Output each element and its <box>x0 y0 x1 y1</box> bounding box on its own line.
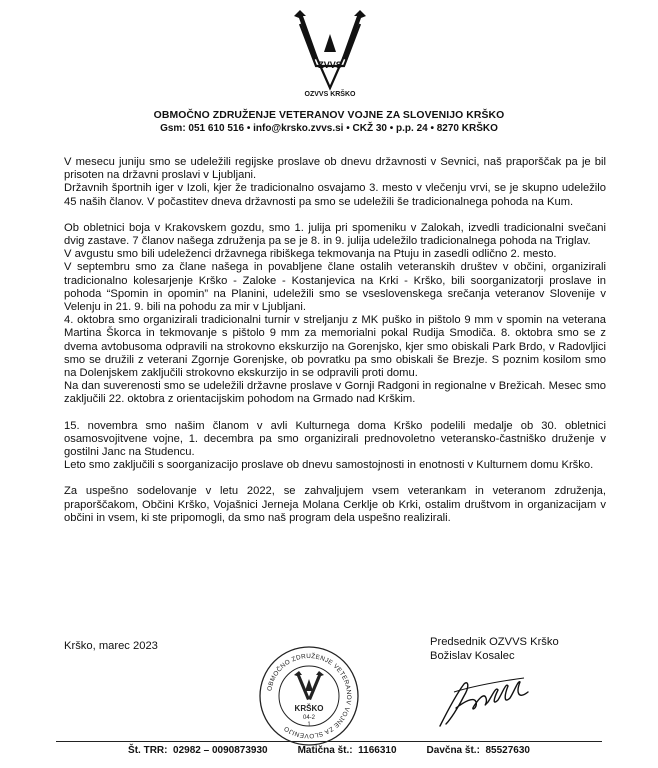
registration-number: Matična št.: 1166310 <box>297 745 397 756</box>
paragraph: Leto smo zaključili s soorganizacijo proslave ob dnevu samostojnosti in enotnosti v Kulturnem domu Krško. <box>64 459 594 472</box>
footer-divider <box>56 741 602 742</box>
stamp-ring-text: OBMOČNO ZDRUŽENJE VETERANOV VOJNE ZA SLOVENIJO <box>266 652 353 740</box>
paragraph: Ob obletnici boja v Krakovskem gozdu, smo 1. julija pri spomeniku v Zalokah, izvedli tradicionalni svečani dvig zastave. 7 članov našega združenja pa se je 8. in 9. julija udeležilo tradicionalnega pohoda na Triglav. <box>64 221 606 248</box>
footer <box>0 745 658 756</box>
paragraph: Na dan suverenosti smo se udeležili državne proslave v Gornji Radgoni in regionalne v Brežicah. Mesec smo zaključili 22. oktobra z orientacijskim pohodom na Grmado nad Krškim. <box>64 380 606 406</box>
paragraph: V mesecu juniju smo se udeležili regijske proslave ob dnevu državnosti v Sevnici, naš praporščak pa je bil prisoten na državni proslavi v Ljubljani. <box>64 156 606 182</box>
signatory-name: Božislav Kosalec <box>430 650 515 662</box>
stamp-city: KRŠKO <box>294 704 324 713</box>
signatory-title: Predsednik OZVVS Krško <box>430 636 559 648</box>
stamp-number: 04-2 <box>302 715 316 721</box>
paragraph: V septembru smo za člane našega in povabljene člane ostalih veteranskih društev v občini, organizirali tradicionalno kolesarjenje Krško - Zaloke - Kostanjevica na Krki - Krško, bili soorganizatorji proslave in pohoda “Spomin in opomin” na Planini, udeležili smo se vseslovenskega srečanja veteranov Slovenije v Velenju in 21. 9. bili na pohodu za mir v Ljubljani. <box>64 261 606 314</box>
paragraph: 4. oktobra smo organizirali tradicionalni turnir v streljanju z MK puško in pištolo 9 mm v spomin na veterana Martina Škorca in tekmovanje s pištolo 9 mm za memorialni pokal Rudija Smodiča. 8. oktobra smo se z dvema avtobusoma odpravili na strokovno ekskurzijo na Gorenjsko, kjer smo obiskali Park Brdo, v Radovljici smo se družili z veterani Zgornje Gorenjske, ob povratku pa smo obiskali še Brezje. S poznim kosilom smo na Dolenjskem zaključili strokovno ekskurzijo in se odpravili proti domu. <box>64 314 606 380</box>
logo-caption: OZVVS KRŠKO <box>304 91 356 98</box>
official-stamp <box>258 645 360 747</box>
organization-contact: Gsm: 051 610 516 • info@krsko.zvvs.si • CKŽ 30 • p.p. 24 • 8270 KRŠKO <box>160 123 498 134</box>
paragraph: Državnih športnih iger v Izoli, kjer že tradicionalno osvajamo 3. mesto v vlečenju vrvi, se je skupno udeležilo 45 naših članov. V počastitev dneva državnosti pa smo se udeležili še tradicionalnega pohoda na Kum. <box>64 182 606 208</box>
logo-text: ZVVS <box>318 60 342 70</box>
letter-body <box>64 156 606 525</box>
organization-name: OBMOČNO ZDRUŽENJE VETERANOV VOJNE ZA SLOVENIJO KRŠKO <box>153 110 505 121</box>
stamp-index: 1 <box>307 722 311 728</box>
paragraph: Za uspešno sodelovanje v letu 2022, se zahvaljujem vsem veterankam in veteranom združenja, praporščakom, Občini Krško, Vojašnici Jerneja Molana Cerklje ob Krki, ostalim društvom in organizacijam v občini in vsem, ki ste pripomogli, da smo naš program dela uspešno realizirali. <box>64 485 606 524</box>
paragraph: V avgustu smo bili udeleženci državnega ribiškega tekmovanja na Ptuju in zasedli odlično 2. mesto. <box>64 248 557 261</box>
place-date: Krško, marec 2023 <box>64 640 158 652</box>
bank-account: Št. TRR: 02982 – 0090873930 <box>128 745 268 756</box>
tax-number: Davčna št.: 85527630 <box>426 745 530 756</box>
paragraph: 15. novembra smo našim članom v avli Kulturnega doma Krško podelili medalje ob 30. obletnici osamosvojitvene vojne, 1. decembra pa smo organizirali prednovoletno veteransko-častniško druženje v gostilni Janc na Studencu. <box>64 419 606 459</box>
handwritten-signature <box>434 662 534 734</box>
zvvs-logo <box>286 6 374 102</box>
